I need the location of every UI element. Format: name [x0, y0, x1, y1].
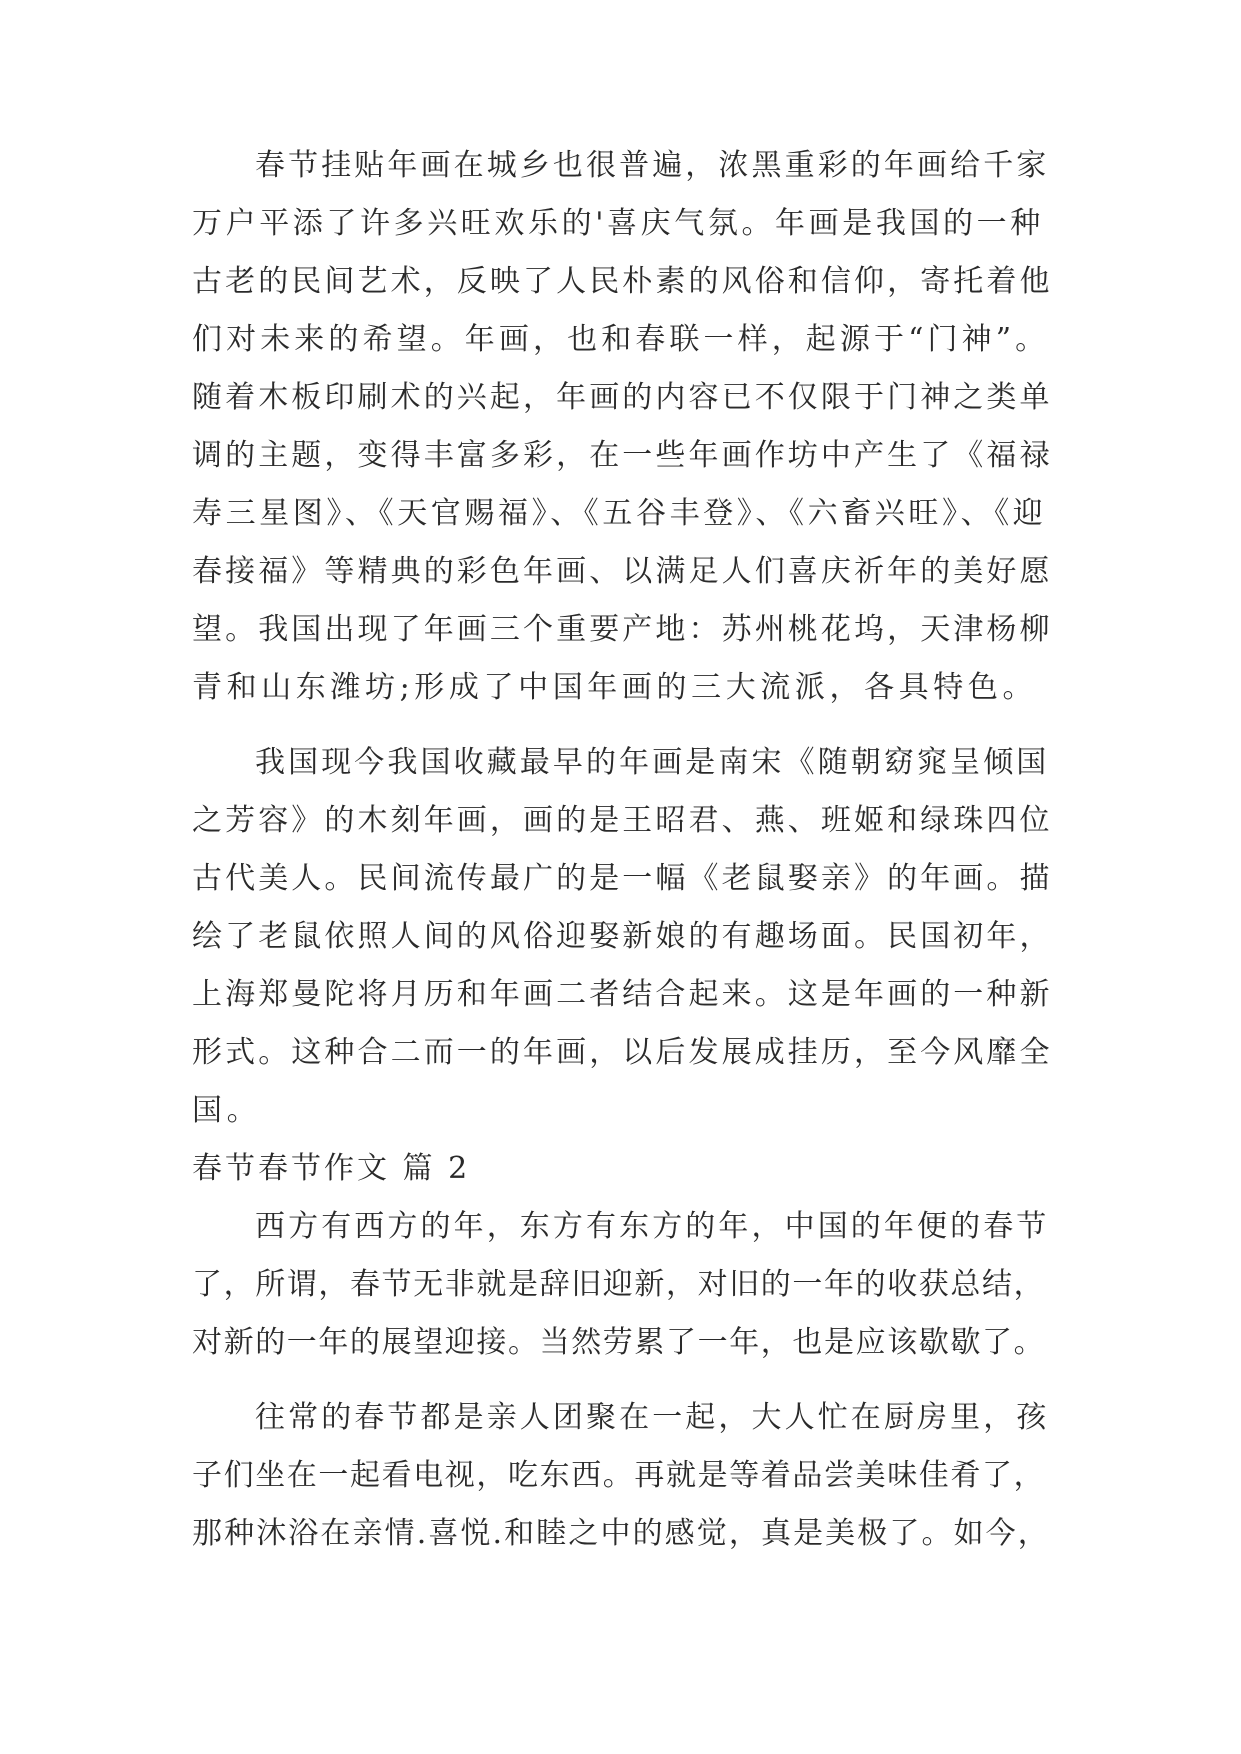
- text-line: 青和山东潍坊;形成了中国年画的三大流派，各具特色。: [192, 670, 1038, 705]
- text-line: 绘了老鼠依照人间的风俗迎娶新娘的有趣场面。民国初年，: [192, 919, 1053, 954]
- text-line: 西方有西方的年，东方有东方的年，中国的年便的春节: [255, 1209, 1050, 1244]
- text-line: 那种沐浴在亲情.喜悦.和睦之中的感觉，真是美极了。如今，: [192, 1516, 1050, 1551]
- text-line: 古代美人。民间流传最广的是一幅《老鼠娶亲》的年画。描: [192, 861, 1053, 896]
- text-line: 寿三星图》、《天官赐福》、《五谷丰登》、《六畜兴旺》、《迎: [192, 496, 1047, 531]
- text-line: 古老的民间艺术，反映了人民朴素的风俗和信仰，寄托着他: [192, 264, 1053, 299]
- text-line: 形式。这种合二而一的年画，以后发展成挂历，至今风靡全: [192, 1035, 1053, 1070]
- text-line: 随着木板印刷术的兴起，年画的内容已不仅限于门神之类单: [192, 380, 1053, 415]
- text-line: 万户平添了许多兴旺欢乐的'喜庆气氛。年画是我国的一种: [192, 206, 1044, 241]
- text-line: 我国现今我国收藏最早的年画是南宋《随朝窈窕呈倾国: [255, 745, 1050, 780]
- text-line: 对新的一年的展望迎接。当然劳累了一年，也是应该歇歇了。: [192, 1325, 1046, 1360]
- text-line: 调的主题，变得丰富多彩，在一些年画作坊中产生了《福禄: [192, 438, 1053, 473]
- text-line: 之芳容》的木刻年画，画的是王昭君、燕、班姬和绿珠四位: [192, 803, 1053, 838]
- section-heading: 春节春节作文 篇 2: [192, 1151, 471, 1186]
- text-line: 们对未来的希望。年画，也和春联一样，起源于“门神”。: [192, 322, 1050, 357]
- text-line: 国。: [192, 1093, 262, 1128]
- text-line: 春节挂贴年画在城乡也很普遍，浓黑重彩的年画给千家: [255, 148, 1050, 183]
- text-line: 了，所谓，春节无非就是辞旧迎新，对旧的一年的收获总结，: [192, 1267, 1046, 1302]
- text-line: 子们坐在一起看电视，吃东西。再就是等着品尝美味佳肴了，: [192, 1458, 1046, 1493]
- text-line: 上海郑曼陀将月历和年画二者结合起来。这是年画的一种新: [192, 977, 1053, 1012]
- text-line: 望。我国出现了年画三个重要产地：苏州桃花坞，天津杨柳: [192, 612, 1053, 647]
- text-line: 往常的春节都是亲人团聚在一起，大人忙在厨房里，孩: [255, 1400, 1050, 1435]
- text-line: 春接福》等精典的彩色年画、以满足人们喜庆祈年的美好愿: [192, 554, 1053, 589]
